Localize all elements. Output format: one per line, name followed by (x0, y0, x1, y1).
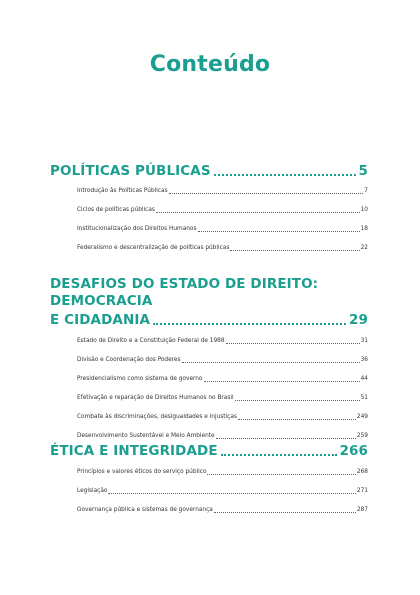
entry-label: Presidencialismo como sistema de governo (77, 376, 203, 382)
entry-page: 268 (356, 469, 368, 475)
page-title: Conteúdo (149, 52, 271, 77)
entry-page: 31 (360, 338, 368, 344)
dot-leader (108, 493, 355, 494)
dot-leader (182, 362, 360, 363)
section-title: POLÍTICAS PÚBLICAS (50, 163, 211, 179)
entry-label: Governança pública e sistemas de governança (77, 507, 213, 513)
entry-page: 287 (356, 507, 368, 513)
toc-entry[interactable] (77, 433, 368, 440)
entry-label: Federalismo e descentralização de políticas públicas (77, 245, 230, 251)
dot-leader (221, 454, 337, 456)
entry-label: Institucionalização dos Direitos Humanos (77, 226, 197, 232)
section-page: 5 (358, 163, 368, 179)
dot-leader (216, 438, 356, 439)
toc-entry[interactable] (77, 376, 368, 383)
toc-entry[interactable] (77, 414, 368, 421)
entry-page: 51 (360, 395, 368, 401)
toc-entry[interactable] (77, 188, 368, 195)
toc-entry[interactable] (77, 226, 368, 233)
dot-leader (235, 400, 360, 401)
entry-label: Estado de Direito e a Constituição Federal de 1988 (77, 338, 225, 344)
entry-label: Ciclos de políticas públicas (77, 207, 155, 213)
dot-leader (169, 193, 364, 194)
dot-leader (230, 250, 359, 251)
entry-page: 7 (364, 188, 368, 194)
section-heading[interactable] (50, 276, 368, 329)
dot-leader (204, 381, 360, 382)
entry-page: 44 (360, 376, 368, 382)
entry-page: 259 (356, 433, 368, 439)
entry-page: 36 (360, 357, 368, 363)
section-title-line2: E CIDADANIA (50, 312, 151, 328)
dot-leader (214, 174, 356, 176)
section-heading[interactable] (50, 443, 368, 460)
toc-entry[interactable] (77, 469, 368, 476)
section-heading[interactable] (50, 163, 368, 180)
dot-leader (156, 212, 360, 213)
toc-section-desafios-estado-de-direito (50, 276, 368, 440)
dot-leader (214, 512, 356, 513)
entry-label: Princípios e valores éticos do serviço público (77, 469, 207, 475)
toc-entry[interactable] (77, 395, 368, 402)
section-page: 29 (349, 312, 368, 328)
section-title-line1: DESAFIOS DO ESTADO DE DIREITO: DEMOCRACIA (50, 276, 319, 309)
entry-page: 22 (360, 245, 368, 251)
entry-label: Legislação (77, 488, 108, 494)
entry-page: 18 (360, 226, 368, 232)
entry-page: 249 (356, 414, 368, 420)
dot-leader (198, 231, 360, 232)
entry-label: Introdução às Políticas Públicas (77, 188, 168, 194)
dot-leader (238, 419, 356, 420)
section-title: ÉTICA E INTEGRIDADE (50, 443, 218, 459)
entry-label: Efetivação e reparação de Direitos Humanos no Brasil (77, 395, 234, 401)
dot-leader (226, 343, 360, 344)
toc-entry[interactable] (77, 207, 368, 214)
toc-entry[interactable] (77, 245, 368, 252)
dot-leader (207, 474, 355, 475)
entry-page: 271 (356, 488, 368, 494)
toc-entry[interactable] (77, 357, 368, 364)
entry-page: 10 (360, 207, 368, 213)
entry-label: Divisão e Coordenação dos Poderes (77, 357, 181, 363)
toc-section-etica-e-integridade (50, 443, 368, 514)
toc-entry[interactable] (77, 488, 368, 495)
dot-leader (153, 323, 346, 325)
toc-entry[interactable] (77, 507, 368, 514)
entry-label: Desenvolvimento Sustentável e Meio Ambiente (77, 433, 215, 439)
toc-entry[interactable] (77, 338, 368, 345)
section-page: 266 (339, 443, 368, 459)
entry-label: Combate às discriminações, desigualdades e injustiças (77, 414, 237, 420)
toc-section-politicas-publicas (50, 163, 368, 252)
